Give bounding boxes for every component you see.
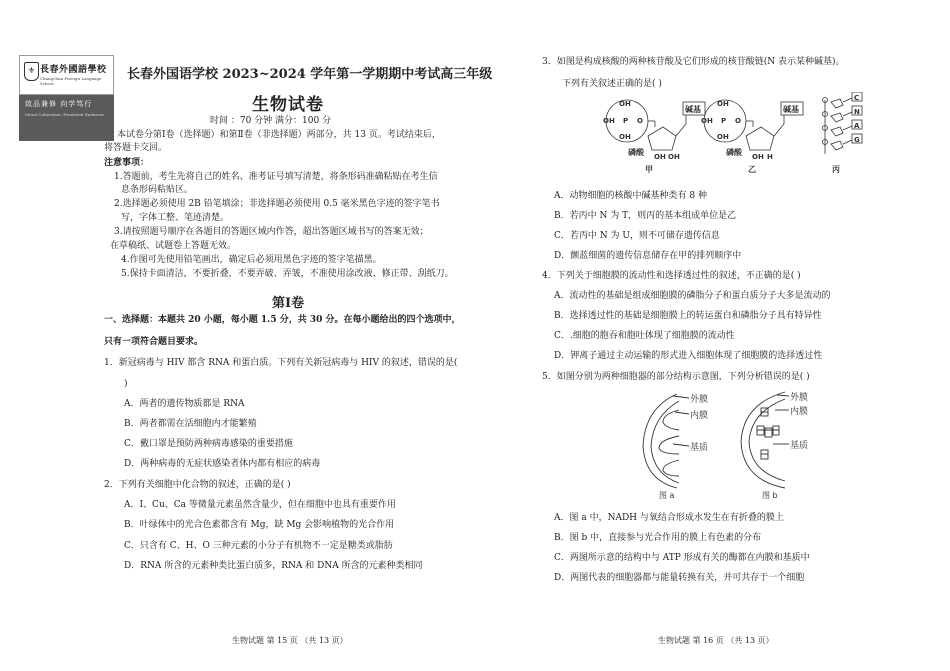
time-info: 时间 ：70 分钟 满分：100 分 — [210, 116, 332, 126]
q3-stem: 3．如图是构成核酸的两种核苷酸及它们形成的核苷酸链(N 表示某种碱基)。 — [542, 57, 845, 67]
q5-option-b: B．图 b 中，直接参与光合作用的膜上有色素的分布 — [554, 533, 762, 543]
note-line: 息条形码粘贴区。 — [121, 185, 194, 195]
q1-stem-end: ) — [124, 379, 128, 389]
q2-option-c: C．只含有 C、H、O 三种元素的小分子有机物不一定是糖类或脂肪 — [124, 541, 393, 551]
q2-option-b: B．叶绿体中的光合色素都含有 Mg，缺 Mg 会影响植物的光合作用 — [124, 520, 395, 530]
phosphate-label: 磷酸 — [628, 148, 644, 157]
o-label: O — [637, 117, 643, 125]
school-logo — [19, 55, 114, 141]
chain-base-c: C — [854, 94, 860, 102]
section-title: 第Ⅰ卷 — [272, 296, 305, 311]
chain-base-n: N — [854, 108, 860, 116]
q5-option-a: A．图 a 中，NADH 与氧结合形成水发生在有折叠的膜上 — [554, 513, 784, 523]
matrix-label: 基质 — [690, 443, 709, 453]
note-line: 4.作图可先使用铅笔画出，确定后必须用黑色字迹的签字笔描黑。 — [121, 255, 382, 265]
q4-stem: 4．下列关于细胞膜的流动性和选择透过性的叙述，不正确的是( ) — [542, 271, 801, 281]
q1-option-d: D．两种病毒的无症状感染者体内都有相应的病毒 — [124, 459, 321, 469]
oh-label: OH — [701, 117, 713, 125]
logo-banner — [19, 55, 114, 95]
section-instruction-1: 一、选择题：本题共 20 小题，每小题 1.5 分，共 30 分。在每小题给出的四个选项中， — [104, 315, 461, 325]
inner-membrane-label: 内膜 — [690, 411, 709, 421]
q3-option-a: A．动物细胞的核酸中碱基种类有 8 种 — [554, 191, 707, 201]
footer-right: 生物试题 第 16 页 （共 13 页） — [658, 636, 774, 645]
q4-option-b: B．选择透过性的基础是细胞膜上的转运蛋白和磷脂分子具有特异性 — [554, 311, 822, 321]
q4-option-d: D．钾离子通过主动运输的形式进入细胞体现了细胞膜的选择透过性 — [554, 351, 823, 361]
label-jia: 甲 — [645, 165, 653, 174]
q1-stem: 1．新冠病毒与 HIV 都含 RNA 和蛋白质。下列有关新冠病毒与 HIV 的叙述，错误的是( — [104, 358, 458, 368]
q4-option-a: A．流动性的基础是组成细胞膜的磷脂分子和蛋白质分子大多是流动的 — [554, 291, 831, 301]
q2-option-a: A．I、Cu、Ca 等微量元素虽然含量少，但在细胞中也具有重要作用 — [124, 500, 396, 510]
note-line: 5.保持卡面清洁，不要折叠，不要弄破、弄皱，不准使用涂改液、修正带、刮纸刀。 — [121, 269, 454, 279]
inner-membrane-label: 内膜 — [790, 407, 809, 417]
phosphate-label: 磷酸 — [726, 148, 742, 157]
oh-label: OH — [619, 100, 631, 108]
chain-base-a: A — [854, 122, 860, 130]
chain-base-g: G — [854, 136, 860, 144]
caption-a: 图 a — [659, 491, 675, 500]
oh-label: OH — [603, 117, 615, 125]
section-instruction-2: 只有一项符合题目要求。 — [104, 337, 204, 347]
oh-label: OH — [654, 153, 666, 161]
oh-label: OH — [619, 133, 631, 141]
q1-option-b: B．两者都需在活细胞内才能繁殖 — [124, 419, 257, 429]
q3-option-c: C．若丙中 N 为 U，则不可储存遗传信息 — [554, 231, 720, 241]
logo-motto: 致品兼修 向学笃行 — [25, 100, 93, 108]
note-line: 在草稿纸、试题卷上答题无效。 — [110, 241, 237, 251]
logo-name-en: Changchun Foreign Language School — [40, 76, 102, 86]
q4-option-c: C．.细胞的胞吞和胞吐体现了细胞膜的流动性 — [554, 331, 735, 341]
base-label: 碱基 — [783, 105, 799, 114]
outer-membrane-label: 外膜 — [790, 393, 809, 403]
q5-option-c: C．两图所示意的结构中与 ATP 形成有关的酶都在内膜和基质中 — [554, 553, 810, 563]
q3-option-b: B．若丙中 N 为 T，则丙的基本组成单位是乙 — [554, 211, 737, 221]
q2-stem: 2．下列有关细胞中化合物的叙述，正确的是( ) — [104, 480, 291, 490]
label-yi: 乙 — [748, 165, 756, 174]
q2-option-d: D．RNA 所含的元素种类比蛋白质多，RNA 和 DNA 所含的元素种类相同 — [124, 561, 423, 571]
nucleotide-jia — [603, 100, 705, 174]
p-label: P — [623, 117, 629, 125]
logo-motto-en: Moral Cultivation, Persistent Endeavor — [25, 112, 105, 117]
nucleotide-chain-bing — [823, 92, 863, 174]
q3-stem-2: 下列有关叙述正确的是( ) — [562, 79, 662, 89]
base-label: 碱基 — [685, 105, 701, 114]
oh-label: OH — [752, 153, 764, 161]
intro-line-2: 将答题卡交回。 — [104, 143, 168, 153]
o-label: O — [735, 117, 741, 125]
oh-label: OH — [717, 133, 729, 141]
q5-option-d: D．两图代表的细胞器都与能量转换有关，并可共存于一个细胞 — [554, 573, 805, 583]
q1-option-c: C．戴口罩是预防两种病毒感染的重要措施 — [124, 439, 293, 449]
nucleotide-figure — [600, 92, 950, 176]
caption-b: 图 b — [762, 491, 778, 500]
chloroplast-diagram — [741, 391, 808, 500]
organelle-figure — [637, 388, 837, 504]
logo-name-cn: 長春外國語學校 — [40, 65, 107, 75]
label-bing: 丙 — [832, 165, 840, 174]
subject-title: 生物试卷 — [252, 95, 324, 115]
q5-stem: 5．如图分别为两种细胞器的部分结构示意图，下列分析错误的是( ) — [542, 372, 810, 382]
footer-left: 生物试题 第 15 页 （共 13 页） — [232, 636, 348, 645]
note-line: 3.请按照题号顺序在各题目的答题区域内作答，超出答题区域书写的答案无效； — [114, 227, 429, 237]
oh-label: OH — [717, 100, 729, 108]
p-label: P — [721, 117, 727, 125]
school-title: 长春外国语学校 2023~2024 学年第一学期期中考试高三年级 — [127, 67, 493, 82]
q3-option-d: D．颤蓝细菌的遗传信息储存在甲的排列顺序中 — [554, 251, 742, 261]
matrix-label: 基质 — [790, 441, 809, 451]
note-line: 1.答题前，考生先将自己的姓名、准考证号填写清楚，将条形码准确粘贴在考生信 — [114, 172, 438, 182]
oh-label: OH — [668, 153, 680, 161]
outer-membrane-label: 外膜 — [690, 395, 709, 405]
nucleotide-yi — [701, 100, 803, 174]
q1-option-a: A．两者的遗传物质都是 RNA — [124, 399, 245, 409]
crest-icon: ⚜ — [24, 62, 39, 81]
note-line: 2.选择题必须使用 2B 铅笔填涂；非选择题必须使用 0.5 毫米黑色字迹的签字笔书 — [114, 199, 440, 209]
notes-title: 注意事项： — [104, 158, 150, 168]
h-label: H — [767, 153, 773, 161]
intro-line-1: 本试卷分第Ⅰ卷（选择题）和第Ⅱ卷（非选择题）两部分，共 13 页。考试结束后， — [117, 130, 441, 140]
note-line: 写，字体工整、笔迹清楚。 — [121, 213, 230, 223]
mitochondrion-diagram — [643, 393, 708, 500]
